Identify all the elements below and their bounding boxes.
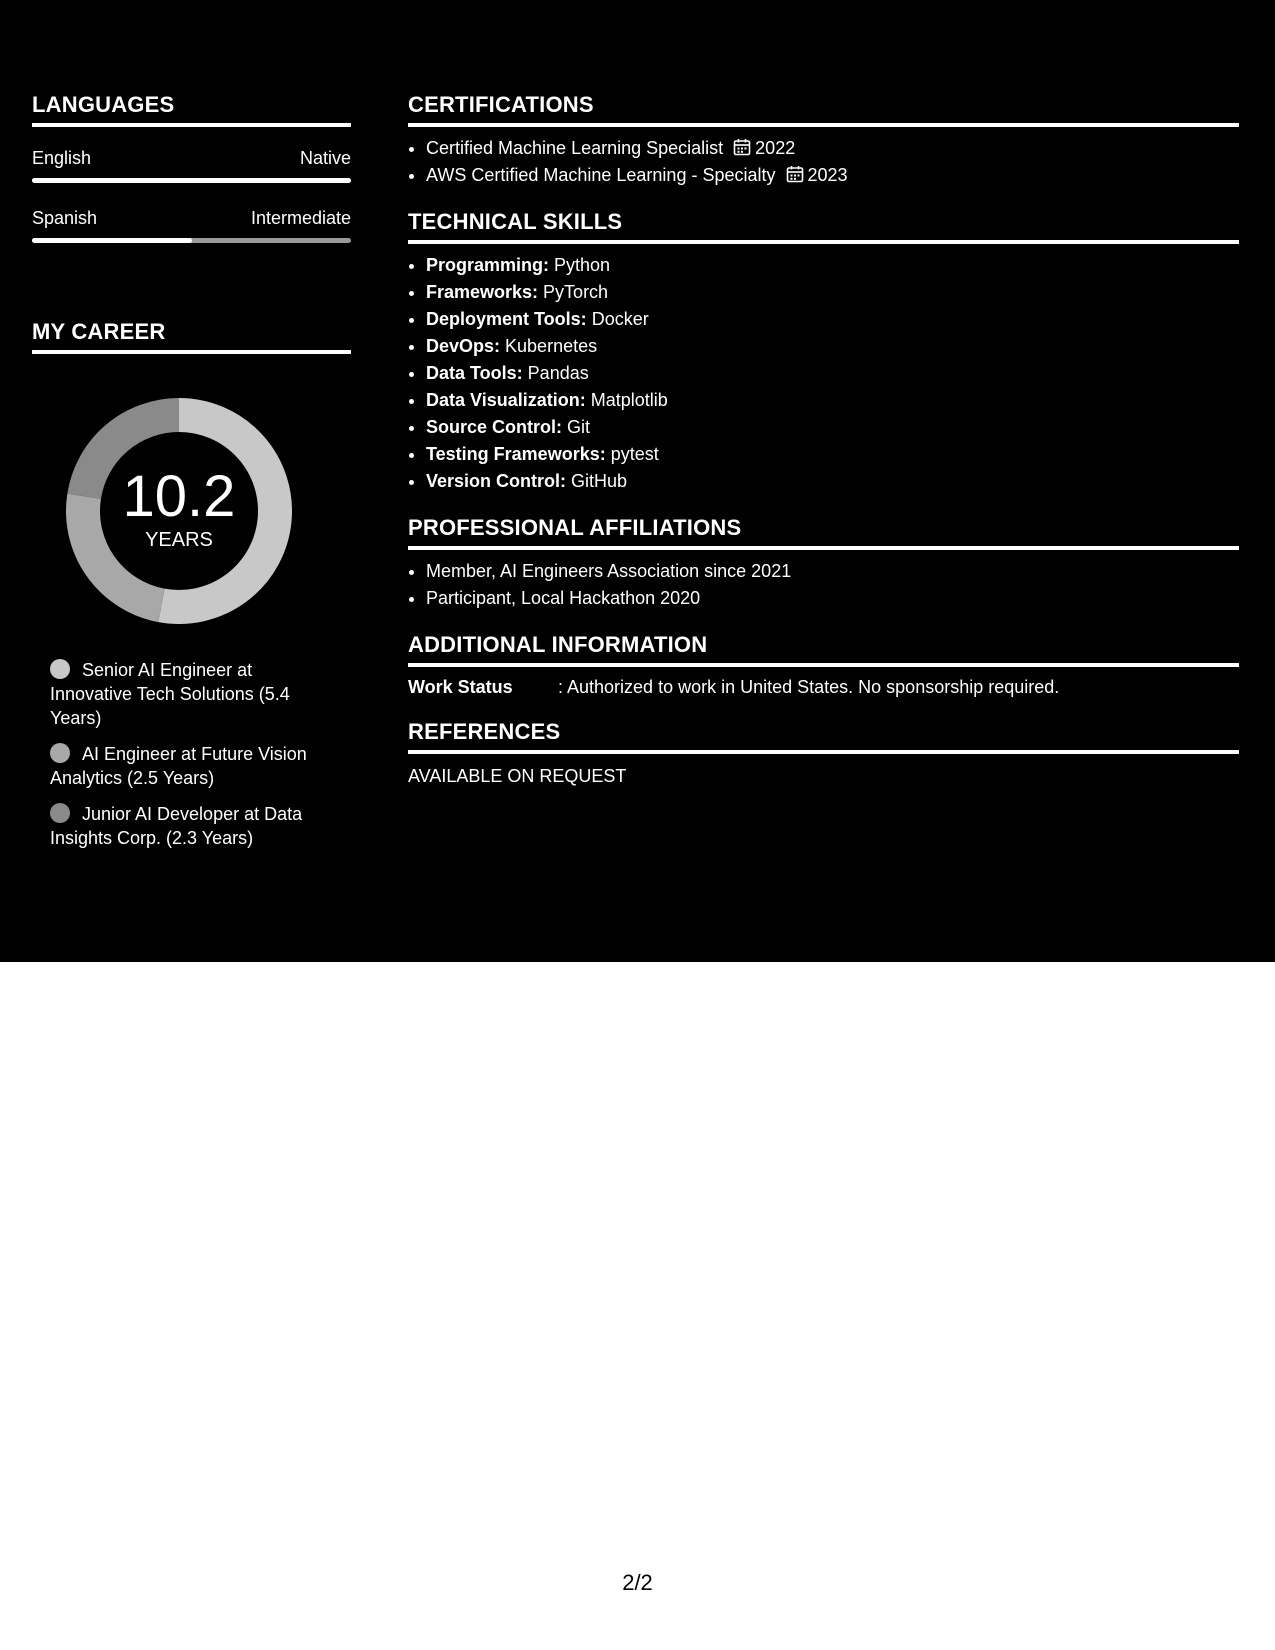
certification-year: 2022 — [755, 138, 796, 158]
language-name: Spanish — [32, 208, 98, 228]
work-status-row — [408, 675, 1239, 699]
career-donut-chart — [66, 398, 292, 624]
career-legend — [50, 658, 320, 850]
skill-item: • Source Control: Git — [426, 414, 1239, 441]
calendar-icon — [733, 138, 751, 156]
page-number: 2/2 — [622, 1570, 653, 1595]
career-total-unit: YEARS — [145, 529, 213, 551]
language-item — [32, 147, 351, 183]
skill-item: • Frameworks: PyTorch — [426, 279, 1239, 306]
certification-year: 2023 — [807, 165, 848, 185]
additional-info-title: ADDITIONAL INFORMATION — [408, 632, 1239, 667]
skill-item: • Data Visualization: Matplotlib — [426, 387, 1239, 414]
language-level: Intermediate — [250, 208, 351, 228]
affiliations-section — [408, 515, 1239, 612]
language-item — [32, 207, 351, 243]
legend-dot-icon — [50, 659, 70, 679]
certifications-section — [408, 92, 1239, 189]
career-legend-item: Junior AI Developer at Data Insights Corp. (2.3 Years) — [50, 804, 303, 848]
affiliation-item: • Member, AI Engineers Association since 2021 — [426, 558, 1239, 585]
languages-title: LANGUAGES — [32, 92, 351, 127]
references-text: AVAILABLE ON REQUEST — [408, 766, 627, 786]
skills-title: TECHNICAL SKILLS — [408, 209, 1239, 244]
affiliations-title: PROFESSIONAL AFFILIATIONS — [408, 515, 1239, 550]
skill-item: • Deployment Tools: Docker — [426, 306, 1239, 333]
language-level: Native — [299, 148, 351, 168]
references-title: REFERENCES — [408, 719, 1239, 754]
career-total-years: 10.2 — [122, 464, 236, 529]
career-section — [32, 319, 351, 850]
references-section — [408, 719, 1239, 788]
skill-item: • DevOps: Kubernetes — [426, 333, 1239, 360]
skills-section — [408, 209, 1239, 495]
additional-info-section — [408, 632, 1239, 699]
affiliation-item: • Participant, Local Hackathon 2020 — [426, 585, 1239, 612]
calendar-icon — [786, 165, 804, 183]
left-column — [32, 92, 351, 862]
language-proficiency-fill — [32, 238, 192, 243]
language-proficiency-bar — [32, 178, 351, 183]
legend-dot-icon — [50, 743, 70, 763]
languages-section — [32, 92, 351, 243]
skill-item: • Version Control: GitHub — [426, 468, 1239, 495]
legend-dot-icon — [50, 803, 70, 823]
career-title: MY CAREER — [32, 319, 351, 354]
certifications-list — [408, 135, 1239, 189]
certifications-title: CERTIFICATIONS — [408, 92, 1239, 127]
skill-item: • Testing Frameworks: pytest — [426, 441, 1239, 468]
certification-item: • AWS Certified Machine Learning - Specialty 2023 — [426, 162, 1239, 189]
skill-item: • Data Tools: Pandas — [426, 360, 1239, 387]
language-name: English — [32, 148, 92, 168]
career-legend-item: AI Engineer at Future Vision Analytics (2.5 Years) — [50, 744, 307, 788]
right-column — [408, 92, 1239, 788]
work-status-value: : Authorized to work in United States. No sponsorship required. — [558, 677, 1060, 697]
language-proficiency-fill — [32, 178, 351, 183]
work-status-label: Work Status — [408, 677, 513, 697]
career-legend-item: Senior AI Engineer at Innovative Tech Solutions (5.4 Years) — [50, 660, 290, 728]
skills-list — [408, 252, 1239, 495]
language-proficiency-bar — [32, 238, 351, 243]
affiliations-list — [408, 558, 1239, 612]
certification-item: • Certified Machine Learning Specialist 2022 — [426, 135, 1239, 162]
skill-item: • Programming: Python — [426, 252, 1239, 279]
